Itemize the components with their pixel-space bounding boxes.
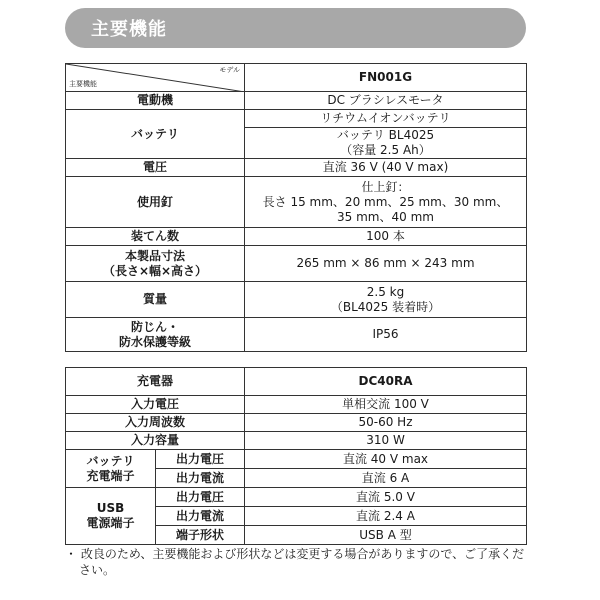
section-title-bar [65,8,526,48]
label-line: 電源端子 [86,516,135,530]
row-value [245,159,527,177]
row-label [66,246,245,282]
table-row [66,450,527,469]
table-row [66,177,527,228]
row-label [66,110,245,159]
section-title: 主要機能 [91,19,167,40]
header-corner-cell [66,64,245,92]
row-label: 端子形状 [156,526,245,545]
row-label: 出力電圧 [156,450,245,469]
label-line: バッテリ [130,126,179,141]
table-row [66,64,527,92]
row-label [66,318,245,352]
row-label: 出力電流 [156,507,245,526]
value-line: DC ブラシレスモータ [327,93,444,107]
value-line: 100 本 [366,229,405,243]
row-value: 単相交流 100 V [245,396,527,414]
row-label [66,177,245,228]
row-label [66,159,245,177]
row-value [245,110,527,159]
corner-model-label: モデル [219,66,240,74]
row-value: 310 W [245,432,527,450]
label-line: USB [96,501,125,515]
group-label [66,450,156,488]
table-row [66,414,527,432]
row-value: 直流 6 A [245,469,527,488]
value-line: 長さ 15 mm、20 mm、25 mm、30 mm、 [262,194,509,209]
table-row [66,159,527,177]
value-line: 2.5 kg [366,284,405,299]
row-label: 出力電流 [156,469,245,488]
table-row [66,318,527,352]
row-value [245,228,527,246]
label-line: 充電端子 [86,468,135,483]
row-value: USB A 型 [245,526,527,545]
label-line: 電動機 [136,93,173,107]
charger-label: 充電器 [66,368,245,396]
label-line: （長さ×幅×高さ） [102,263,208,278]
value-line: （容量 2.5 Ah） [340,143,431,157]
charger-spec-table [65,367,527,545]
row-label: 入力電圧 [66,396,245,414]
label-line: バッテリ [86,453,135,468]
table-row [66,282,527,318]
row-value: 直流 5.0 V [245,488,527,507]
value-line: 35 mm、40 mm [337,209,434,224]
row-label [66,282,245,318]
label-line: 防水保護等級 [118,334,191,349]
row-value: 直流 40 V max [245,450,527,469]
charger-model: DC40RA [245,368,527,396]
value-line: リチウムイオンバッテリ [245,110,526,128]
footnote: ・ 改良のため、主要機能および形状などは変更する場合がありますので、ご了承ください。 [65,547,525,577]
table-row [66,396,527,414]
row-label: 入力周波数 [66,414,245,432]
table-row [66,92,527,110]
label-line: 防じん・ [130,319,179,334]
row-value [245,92,527,110]
value-line: 直流 36 V (40 V max) [322,160,449,174]
row-value: 直流 2.4 A [245,507,527,526]
table-row [66,246,527,282]
row-value: 50-60 Hz [245,414,527,432]
value-line: （BL4025 装着時） [330,299,441,314]
table-row [66,488,527,507]
value-line: 仕上釘： [361,179,410,194]
value-line: バッテリ BL4025 [336,128,435,142]
row-label [66,228,245,246]
label-line: 使用釘 [136,194,173,209]
table-row [66,110,527,159]
table-row [66,228,527,246]
corner-spec-label: 主要機能 [69,80,97,88]
main-spec-table [65,63,527,352]
model-name: FN001G [245,64,527,92]
table-row [66,368,527,396]
label-line: 本製品寸法 [124,248,185,263]
row-label: 入力容量 [66,432,245,450]
label-line: 装てん数 [130,229,179,243]
value-line: IP56 [372,327,399,341]
row-value [245,246,527,282]
row-value [245,282,527,318]
label-line: 質量 [142,292,167,306]
label-line: 電圧 [142,160,167,174]
row-value [245,318,527,352]
row-value [245,177,527,228]
row-label [66,92,245,110]
group-label [66,488,156,545]
value-line: 265 mm × 86 mm × 243 mm [296,256,475,270]
table-row [66,432,527,450]
row-label: 出力電圧 [156,488,245,507]
